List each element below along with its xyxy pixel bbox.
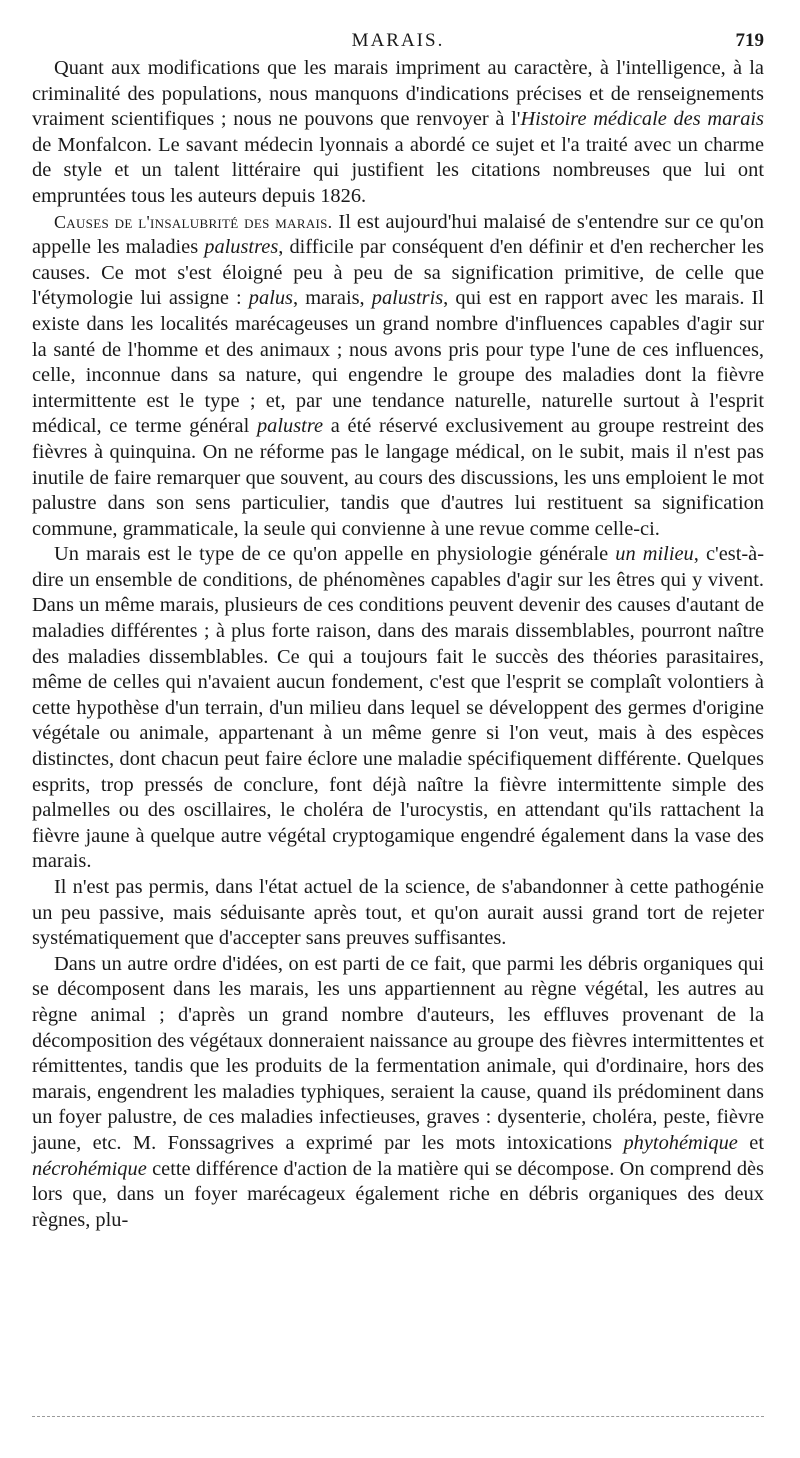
text-run: Il n'est pas permis, dans l'état actuel de la science, de s'abandonner à cette pathogénie un peu passive, mais séduisante après tout, et qu'on aurait aussi grand tort de rejeter systématiquement que d'accepter sans preuves suffisantes. [32, 876, 764, 950]
italic-text: palus [248, 287, 293, 310]
text-run: Quant aux modifications que les marais impriment au caractère, à l'intelligence, à la criminalité des populations, nous manquons d'indications précises et de renseignements vraiment scientifiques ; nous ne pouvons que renvoyer à l' [32, 57, 764, 131]
paragraph [32, 542, 764, 875]
text-run: cette différence d'action de la matière qui se décompose. On comprend dès lors que, dans un foyer marécageux également riche en débris organiques des deux règnes, plu- [32, 1157, 764, 1231]
paragraph [32, 56, 764, 210]
text-run: , difficile par conséquent d'en définir et d'en rechercher les causes. Ce mot s'est éloigné peu à peu de sa signification primitive, de celle que l'étymologie lui assigne : [32, 236, 764, 310]
running-head [32, 30, 764, 56]
page [32, 30, 764, 1233]
text-run: Il est aujourd'hui malaisé de s'entendre sur ce qu'on appelle les maladies [32, 210, 764, 259]
paragraph [32, 875, 764, 952]
italic-text: nécrohémique [32, 1157, 147, 1180]
text-run: a été réservé exclusivement au groupe restreint des fièvres à quinquina. On ne réforme pas le langage médical, on le subit, mais il n'est pas inutile de faire remarquer que souvent, au cours des discussions, les uns emploient le mot palustre dans son sens particulier, tandis que d'autres lui restituent sa signification commune, grammaticale, la seule qui convienne à une revue comme celle-ci. [32, 415, 764, 540]
paragraph [32, 210, 764, 543]
footer-rule [32, 1416, 764, 1417]
section-heading: Causes de l'insalubrité des marais. [54, 211, 333, 232]
page-number: 719 [735, 30, 764, 51]
text-run: , marais, [292, 287, 372, 310]
italic-text: un milieu [615, 543, 694, 566]
body-text [32, 56, 764, 1233]
text-run: et [737, 1131, 764, 1154]
italic-text: palustre [256, 415, 324, 438]
paragraph [32, 952, 764, 1234]
italic-text: palustris [371, 287, 444, 310]
text-run: de Monfalcon. Le savant médecin lyonnais a abordé ce sujet et l'a traité avec un charme de style et un talent littéraire qui justifient les citations nombreuses que lui ont empruntées tous les auteurs depuis 1826. [32, 133, 764, 207]
text-run: Dans un autre ordre d'idées, on est parti de ce fait, que parmi les débris organiques qui se décomposent dans les marais, les uns appartiennent au règne végétal, les autres au règne animal ; d'après un grand nombre d'auteurs, les effluves provenant de la décomposition des végétaux donneraient naissance au groupe des fièvres intermittentes et rémittentes, tandis que les produits de la fermentation animale, qui d'ordinaire, hors des marais, engendrent les maladies typhiques, seraient la cause, quand ils prédominent dans un foyer palustre, de ces maladies infectieuses, graves : dysenterie, choléra, peste, fièvre jaune, etc. M. Fonssagrives a exprimé par les mots intoxications [32, 952, 764, 1154]
italic-text: Histoire médicale des marais [520, 108, 764, 131]
italic-text: palustres [204, 236, 279, 259]
text-run: Un marais est le type de ce qu'on appelle en physiologie générale [54, 543, 616, 566]
text-run: , qui est en rapport avec les marais. Il existe dans les localités marécageuses un grand nombre d'influences capables d'agir sur la santé de l'homme et des animaux ; nous avons pris pour type l'une de ces influences, celle, inconnue dans sa nature, qui engendre le groupe des maladies dont la fièvre intermittente est le type ; et, par une tendance naturelle, naturelle surtout à l'esprit médical, ce terme général [32, 287, 764, 438]
text-run: , c'est-à-dire un ensemble de conditions, de phénomènes capables d'agir sur les êtres qui y vivent. Dans un même marais, plusieurs de ces conditions peuvent devenir des causes d'autant de maladies différentes ; à plus forte raison, dans des marais dissemblables, pourront naître des maladies dissemblables. Ce qui a toujours fait le succès des théories parasitaires, même de celles qui n'avaient aucun fondement, c'est que l'esprit se complaît volontiers à cette hypothèse d'un terrain, d'un milieu dans lequel se développent des germes d'origine végétale ou animale, appartenant à un même genre si l'on veut, mais à des espèces distinctes, dont chacun peut faire éclore une maladie spécifiquement différente. Quelques esprits, trop pressés de conclure, font déjà naître la fièvre intermittente simple des palmelles ou des oscillaires, le choléra de l'urocystis, en attendant qu'ils rattachent la fièvre jaune à quelque autre végétal cryptogamique engendré également dans la vase des marais. [32, 543, 764, 873]
italic-text: phytohémique [623, 1131, 738, 1154]
running-title: MARAIS. [351, 30, 445, 51]
